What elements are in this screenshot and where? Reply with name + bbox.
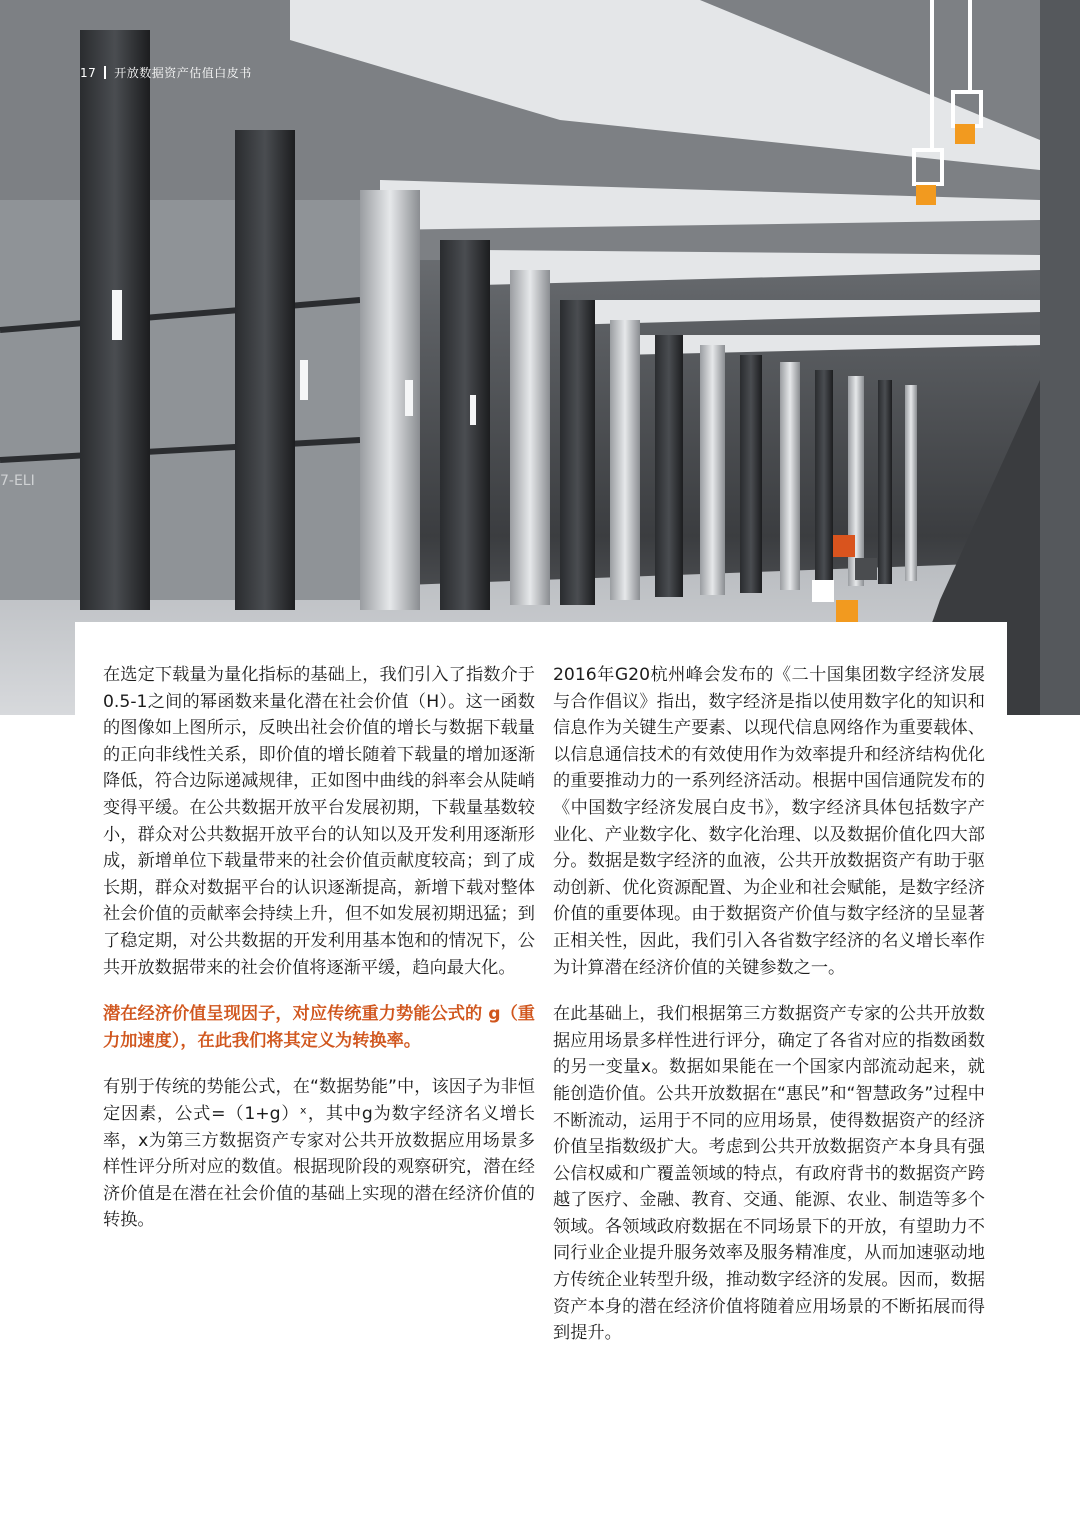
accent-square-6 — [836, 600, 858, 622]
right-column — [553, 662, 985, 1367]
accent-square-5 — [812, 580, 834, 602]
accent-square-2 — [916, 185, 936, 205]
right-paragraph-2: 在此基础上，我们根据第三方数据资产专家的公共开放数据应用场景多样性进行评分，确定了各省对应的指数函数的另一变量x。数据如果能在一个国家内部流动起来，就能创造价值。公共开放数据在“惠民”和“智慧政务”过程中不断流动，运用于不同的应用场景，使得数据资产的经济价值呈指数级扩大。考虑到公共开放数据资产本身具有强公信权威和广覆盖领域的特点，有政府背书的数据资产跨越了医疗、金融、教育、交通、能源、农业、制造等多个领域。各领域政府数据在不同场景下的开放，有望助力不同行业企业提升服务效率及服务精准度，从而加速驱动地方传统企业转型升级，推动数字经济的发展。因而，数据资产本身的潜在经济价值将随着应用场景的不断拓展而得到提升。 — [553, 1004, 985, 1344]
accent-square-4 — [855, 558, 877, 580]
header-divider — [104, 66, 106, 79]
page-number: 17 — [80, 65, 97, 80]
left-paragraph-1: 在选定下载量为量化指标的基础上，我们引入了指数介于0.5-1之间的幂函数来量化潜在社会价值（H）。这一函数的图像如上图所示，反映出社会价值的增长与数据下载量的正向非线性关系，即价值的增长随着下载量的增加逐渐降低，符合边际递减规律，正如图中曲线的斜率会从陡峭变得平缓。在公共数据开放平台发展初期，下载量基数较小，群众对公共数据开放平台的认知以及开发利用逐渐形成，新增单位下载量带来的社会价值贡献度较高；到了成长期，群众对数据平台的认识逐渐提高，新增下载对整体社会价值的贡献率会持续上升，但不如发展初期迅猛；到了稳定期，对公共数据的开发利用基本饱和的情况下，公共开放数据带来的社会价值将逐渐平缓，趋向最大化。 — [103, 665, 535, 978]
store-sign-text: 7-ELI — [0, 473, 35, 489]
corridor-photo — [0, 0, 1080, 715]
accent-square-1 — [955, 124, 975, 144]
accent-square-3 — [833, 535, 855, 557]
document-title: 开放数据资产估值白皮书 — [114, 66, 252, 80]
page-header — [80, 64, 252, 81]
left-highlight: 潜在经济价值呈现因子，对应传统重力势能公式的 g（重力加速度），在此我们将其定义为转换率。 — [103, 1004, 535, 1051]
left-paragraph-2: 有别于传统的势能公式，在“数据势能”中，该因子为非恒定因素，公式=（1+g）ˣ，其中g为数字经济名义增长率，x为第三方数据资产专家对公共开放数据应用场景多样性评分所对应的数值。根据现阶段的观察研究，潜在经济价值是在潜在社会价值的基础上实现的潜在经济价值的转换。 — [103, 1077, 535, 1231]
building-photo-icon — [0, 0, 1080, 715]
right-paragraph-1: 2016年G20杭州峰会发布的《二十国集团数字经济发展与合作倡议》指出，数字经济是指以使用数字化的知识和信息作为关键生产要素、以现代信息网络作为重要载体、以信息通信技术的有效使用作为效率提升和经济结构优化的重要推动力的一系列经济活动。根据中国信通院发布的《中国数字经济发展白皮书》，数字经济具体包括数字产业化、产业数字化、数字化治理、以及数据价值化四大部分。数据是数字经济的血液，公共开放数据资产有助于驱动创新、优化资源配置、为企业和社会赋能，是数字经济价值的重要体现。由于数据资产价值与数字经济的呈显著正相关性，因此，我们引入各省数字经济的名义增长率作为计算潜在经济价值的关键参数之一。 — [553, 665, 985, 978]
left-column — [103, 662, 535, 1254]
